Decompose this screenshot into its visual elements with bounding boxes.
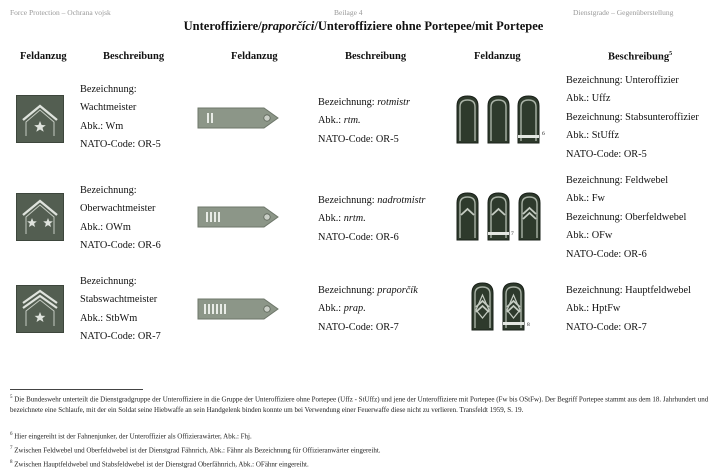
at-desc-line: Bezeichnung: — [80, 185, 137, 196]
page-title — [0, 19, 727, 34]
de-desc-line: NATO-Code: OR-6 — [566, 248, 647, 260]
footnote-number: 6 — [10, 432, 13, 437]
footnote-5 — [10, 393, 716, 415]
at-desc-row-2 — [80, 182, 161, 256]
de-desc-line: Abk.: OFw — [566, 230, 613, 242]
cz-desc-row-2 — [318, 192, 425, 247]
at-desc-row-1 — [80, 81, 161, 155]
footnote-number: 8 — [10, 460, 13, 465]
col-de-uniform: Feldanzug — [474, 51, 521, 62]
at-desc-row-3 — [80, 273, 161, 347]
de-desc-line: Abk.: StUffz — [566, 130, 620, 142]
cz-desc-row-3 — [318, 282, 418, 337]
footnote-7 — [10, 444, 716, 456]
de-desc-line: Abk.: HptFw — [566, 303, 621, 315]
de-desc-line: Bezeichnung: Stabsunteroffizier — [566, 111, 699, 123]
at-desc-line: Abk.: OWm — [80, 221, 131, 233]
de-desc-line: Bezeichnung: Unteroffizier — [566, 75, 679, 86]
cz-desc-label: Bezeichnung: — [318, 285, 378, 296]
at-desc-line: NATO-Code: OR-7 — [80, 331, 161, 343]
de-epaulet-stabsunteroffizier-icon — [487, 95, 510, 144]
footnote-8 — [10, 458, 716, 470]
col-cz-desc: Beschreibung — [345, 51, 407, 62]
header-center: Beilage 4 — [334, 8, 363, 17]
title-part-2: praporčíci — [261, 19, 315, 33]
header-left: Force Protection – Ochrana vojsk — [10, 8, 111, 17]
de-desc-line: Bezeichnung: Hauptfeldwebel — [566, 285, 691, 296]
de-footnote-ref: 7 — [511, 231, 514, 237]
cz-abbr-label: Abk.: — [318, 213, 344, 225]
at-desc-line: Wachtmeister — [80, 102, 137, 114]
de-desc-line: NATO-Code: OR-7 — [566, 321, 647, 333]
cz-rank-name: nadrotmistr — [377, 195, 426, 206]
footnote-text: Hier eingereiht ist der Fahnenjunker, der Unteroffizier als Offizierawärter, Abk.: Fhj. — [14, 432, 252, 441]
de-footnote-ref: 6 — [542, 131, 545, 137]
de-epaulet-fahnrich-icon — [487, 192, 510, 241]
de-epaulet-fahnenjunker-icon — [517, 95, 540, 144]
cz-nato-code: NATO-Code: OR-5 — [318, 133, 399, 145]
at-desc-line: Abk.: Wm — [80, 120, 124, 132]
at-rank-patch-stabswachtmeister-icon — [16, 285, 64, 333]
at-desc-line: Oberwachtmeister — [80, 203, 156, 215]
col-de-desc-label: Beschreibung — [608, 51, 670, 63]
de-desc-row-2 — [566, 172, 686, 264]
de-epaulet-oberfahnrich-icon — [502, 282, 525, 331]
cz-abbr-label: Abk.: — [318, 115, 344, 127]
at-desc-line: NATO-Code: OR-6 — [80, 240, 161, 252]
de-epaulet-feldwebel-icon — [456, 192, 479, 241]
at-desc-line: NATO-Code: OR-5 — [80, 139, 161, 151]
at-desc-line: Bezeichnung: — [80, 276, 137, 287]
de-desc-line: Abk.: Uffz — [566, 93, 611, 105]
cz-desc-label: Bezeichnung: — [318, 195, 378, 206]
de-epaulet-unteroffizier-icon — [456, 95, 479, 144]
cz-desc-label: Bezeichnung: — [318, 97, 378, 108]
at-desc-line: Abk.: StbWm — [80, 312, 138, 324]
cz-desc-row-1 — [318, 94, 410, 149]
title-part-1: Unteroffiziere/ — [183, 19, 262, 33]
de-footnote-ref: 8 — [527, 322, 530, 328]
de-epaulet-hauptfeldwebel-icon — [471, 282, 494, 331]
footnote-text: Die Bundeswehr unterteilt die Dienstgradgruppe der Unteroffiziere in die Gruppe der Unteroffiziere ohne Portepee (Uffz - StUffz) und jene der Unteroffiziere mit Portepee (Fw bis OStFw). Der Begriff Portepee stammt aus dem 18. Jahrhundert und bezeichnete eine Schlaufe, mit der ein Soldat seine Hiebwaffe an sein Handgelenk binden konnte um bei Verwendung einer Feuerwaffe diese nicht zu verlieren. Transfeldt 1959, S. 19. — [10, 395, 709, 414]
cz-rank-abbr: rtm. — [343, 115, 361, 127]
de-desc-row-3 — [566, 282, 691, 337]
de-desc-line: NATO-Code: OR-5 — [566, 148, 647, 160]
cz-nato-code: NATO-Code: OR-6 — [318, 231, 399, 243]
de-desc-line: Bezeichnung: Oberfeldwebel — [566, 211, 687, 223]
footnote-text: Zwischen Feldwebel und Oberfeldwebel ist der Dienstgrad Fähnrich, Abk.: Fähnr als Bezeichnung für Offizieranwärter eingereiht. — [14, 446, 381, 455]
col-at-uniform: Feldanzug — [20, 51, 67, 62]
footnote-6 — [10, 430, 716, 442]
cz-rank-abbr: prap. — [343, 303, 366, 315]
footnote-number: 7 — [10, 446, 13, 451]
title-part-3: /Unteroffiziere ohne Portepee/mit Portepee — [314, 19, 544, 33]
cz-rank-name: praporčík — [377, 285, 418, 296]
cz-rank-abbr: nrtm. — [343, 213, 366, 225]
de-epaulet-oberfeldwebel-icon — [518, 192, 541, 241]
cz-shoulder-strap-praporcik-icon — [196, 297, 280, 321]
at-desc-line: Stabswachtmeister — [80, 294, 158, 306]
footnote-separator — [10, 389, 143, 390]
col-cz-uniform: Feldanzug — [231, 51, 278, 62]
at-rank-patch-oberwachtmeister-icon — [16, 193, 64, 241]
footnote-text: Zwischen Hauptfeldwebel und Stabsfeldwebel ist der Dienstgrad Oberfähnrich, Abk.: OFähnr eingereiht. — [14, 460, 309, 469]
de-desc-line: Abk.: Fw — [566, 193, 605, 205]
at-rank-patch-wachtmeister-icon — [16, 95, 64, 143]
de-desc-line: Bezeichnung: Feldwebel — [566, 175, 669, 186]
cz-shoulder-strap-nadrotmistr-icon — [196, 205, 280, 229]
at-desc-line: Bezeichnung: — [80, 84, 137, 95]
col-at-desc: Beschreibung — [103, 51, 165, 62]
cz-shoulder-strap-rotmistr-icon — [196, 106, 280, 130]
header-right: Dienstgrade – Gegenüberstellung — [573, 8, 674, 17]
cz-abbr-label: Abk.: — [318, 303, 344, 315]
cz-nato-code: NATO-Code: OR-7 — [318, 321, 399, 333]
col-de-desc-footnote-ref: 5 — [669, 51, 673, 57]
de-desc-row-1 — [566, 72, 699, 164]
cz-rank-name: rotmistr — [377, 97, 410, 108]
footnote-number: 5 — [10, 395, 13, 400]
col-de-desc — [608, 51, 672, 63]
